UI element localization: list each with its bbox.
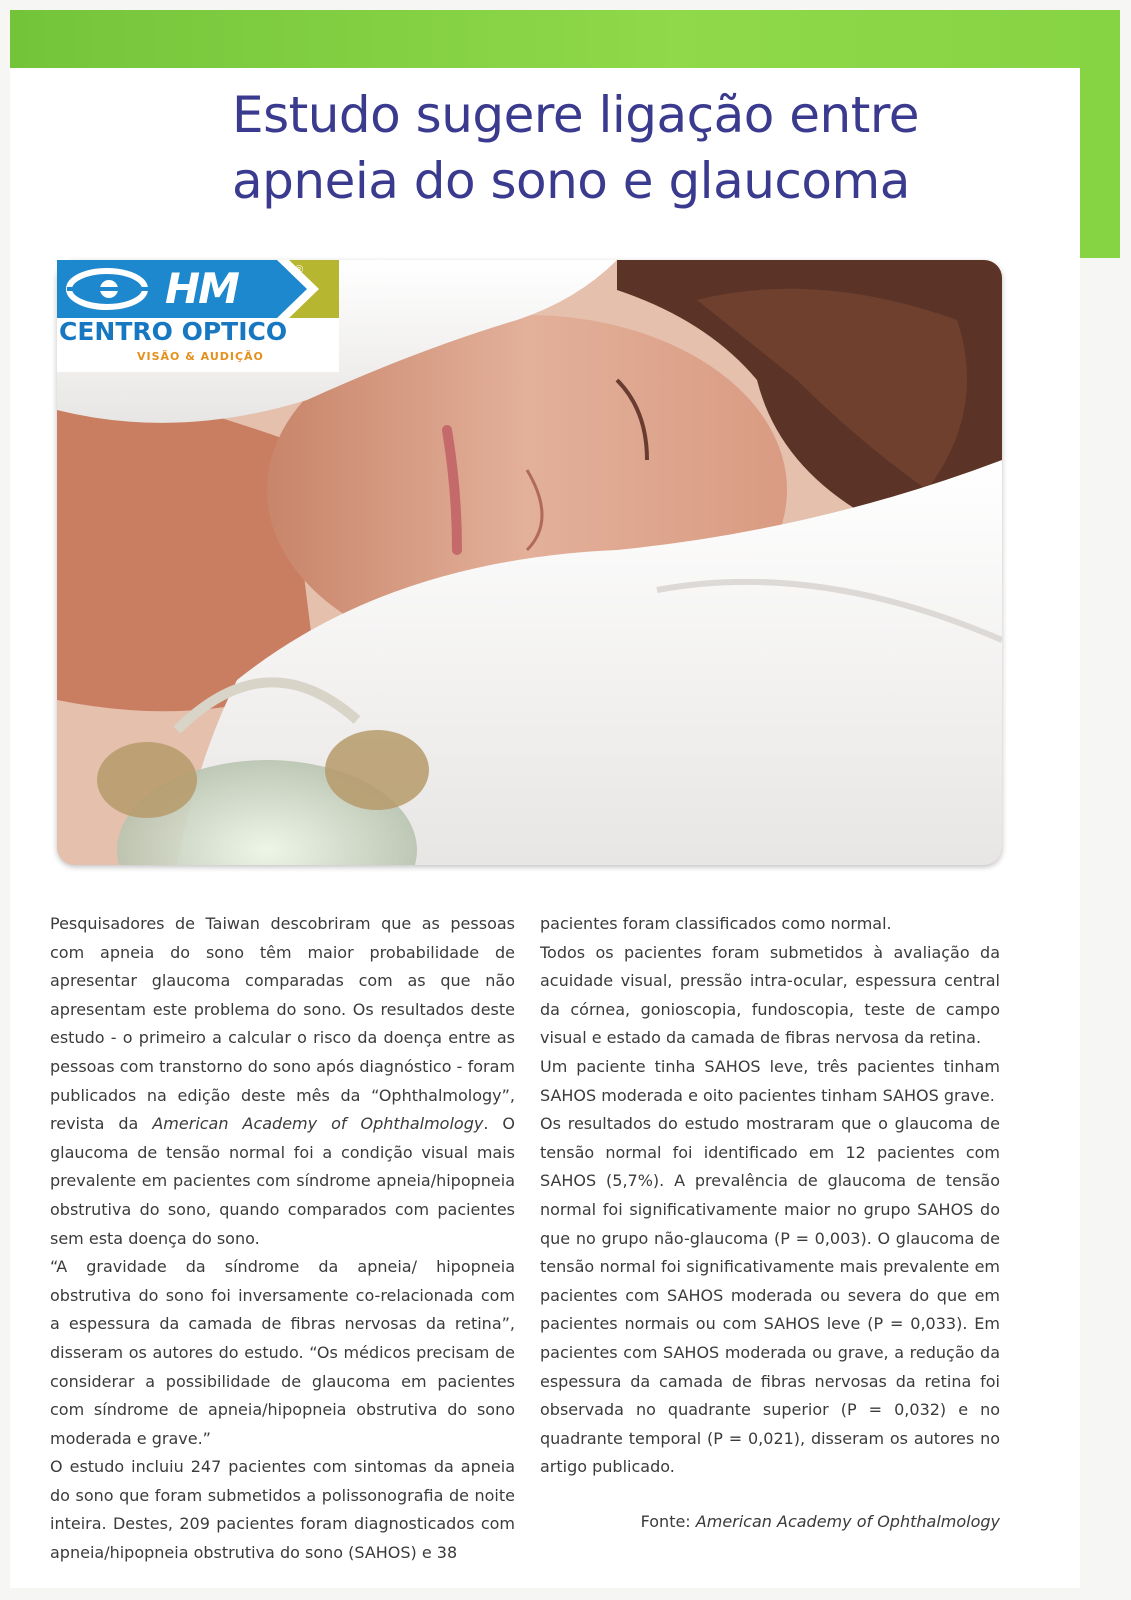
paragraph bbox=[50, 910, 515, 1253]
source-name: American Academy of Ophthalmology bbox=[695, 1512, 1000, 1531]
logo-name: CENTRO OPTICO bbox=[59, 317, 288, 346]
logo-mark: HM bbox=[165, 264, 238, 313]
centro-optico-logo bbox=[57, 260, 339, 372]
green-header-bar bbox=[10, 10, 1120, 68]
paragraph: pacientes foram classificados como normal. bbox=[540, 914, 892, 933]
paragraph: Os resultados do estudo mostraram que o glaucoma de tensão normal foi identificado em 12 pacientes com SAHOS (5,7%). A prevalência de glaucoma de tensão normal foi significativamente maior no grupo SAHOS do que no grupo não-glaucoma (P = 0,003). O glaucoma de tensão normal foi significativamente mais prevalente em pacientes com SAHOS moderada ou severa do que em pacientes normais ou com SAHOS leve (P = 0,033). Em pacientes com SAHOS moderada ou grave, a redução da espessura da camada de fibras nervosas da retina foi observada no quadrante superior (P = 0,032) e no quadrante temporal (P = 0,021), disseram os autores no artigo publicado. bbox=[540, 1114, 1000, 1477]
paragraph-text: . O glaucoma de tensão normal foi a condição visual mais prevalente em pacientes com síndrome apneia/hipopneia obstrutiva do sono, quando comparados com pacientes sem esta doença do sono. bbox=[50, 1114, 515, 1248]
paragraph-text: Pesquisadores de Taiwan descobriram que as pessoas com apneia do sono têm maior probabilidade de apresentar glaucoma comparadas com as que não apresentam este problema do sono. Os resultados deste estudo - o primeiro a calcular o risco da doença entre as pessoas com transtorno do sono após diagnóstico - foram publicados na edição deste mês da “Ophthalmology”, revista da bbox=[50, 914, 515, 1134]
article-title: Estudo sugere ligação entre apneia do sono e glaucoma bbox=[232, 86, 920, 210]
article-column-right bbox=[540, 910, 1000, 1482]
source-label: Fonte: bbox=[640, 1512, 696, 1531]
paragraph: Todos os pacientes foram submetidos à avaliação da acuidade visual, pressão intra-ocular, espessura central da córnea, gonioscopia, fundoscopia, teste de campo visual e estado da camada de fibras nervosa da retina. bbox=[540, 942, 1000, 1048]
paragraph: Um paciente tinha SAHOS leve, três pacientes tinham SAHOS moderada e oito pacientes tinham SAHOS grave. bbox=[540, 1056, 1000, 1105]
article-source bbox=[560, 1512, 1000, 1531]
logo-tagline: VISÃO & AUDIÇÃO bbox=[137, 350, 264, 363]
registered-mark: ® bbox=[295, 264, 304, 276]
article-column-left bbox=[50, 910, 515, 1568]
green-side-bar bbox=[1080, 10, 1120, 258]
paragraph: “A gravidade da síndrome da apneia/ hipopneia obstrutiva do sono foi inversamente co-relacionada com a espessura da camada de fibras nervosas da retina”, disseram os autores do estudo. “Os médicos precisam de considerar a possibilidade de glaucoma em pacientes com síndrome de apneia/hipopneia obstrutiva do sono moderada e grave.” bbox=[50, 1257, 515, 1448]
paragraph: O estudo incluiu 247 pacientes com sintomas da apneia do sono que foram submetidos a polissonografia de noite inteira. Destes, 209 pacientes foram diagnosticados com apneia/hipopneia obstrutiva do sono (SAHOS) e 38 bbox=[50, 1457, 515, 1563]
publication-name: American Academy of Ophthalmology bbox=[152, 1114, 484, 1134]
